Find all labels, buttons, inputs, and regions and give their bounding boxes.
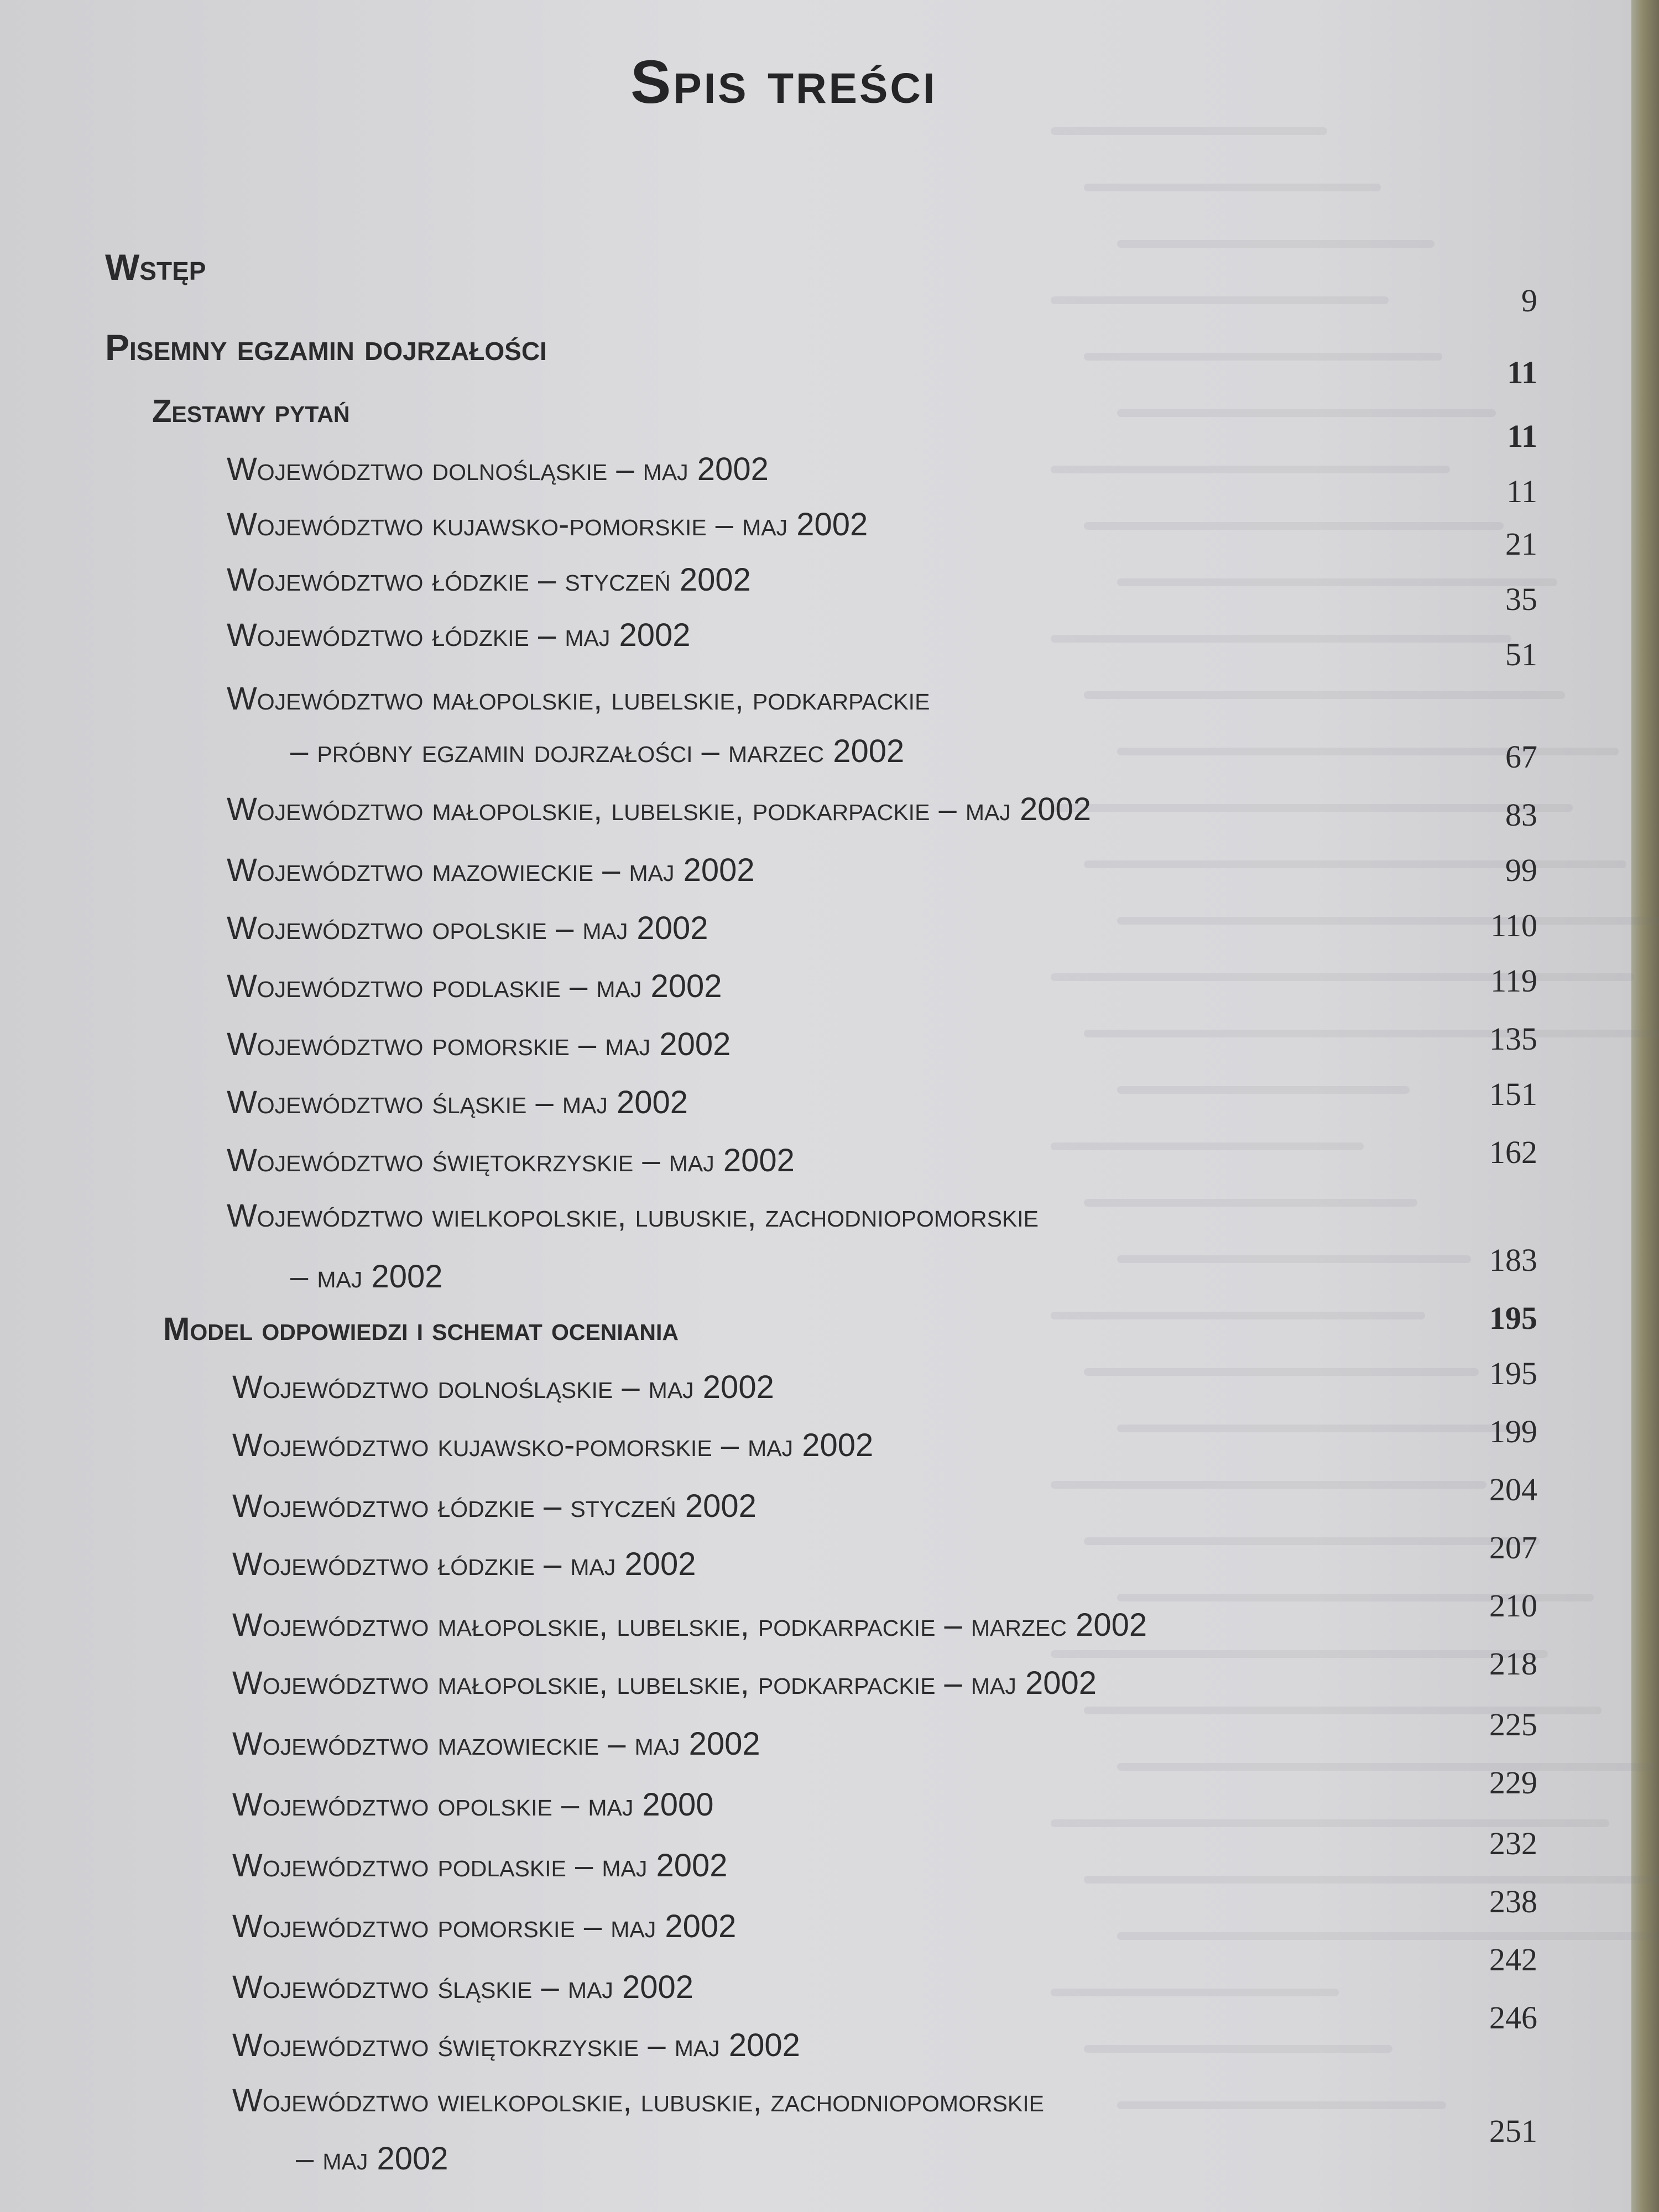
toc-page: 51 <box>1505 637 1537 672</box>
toc-entry: Województwo małopolskie, lubelskie, podkarpackie – marzec 2002 <box>232 1607 1147 1643</box>
toc-entry: Województwo wielkopolskie, lubuskie, zachodniopomorskie <box>232 2083 1044 2119</box>
toc-entry-zestawy: Zestawy pytań <box>152 393 350 429</box>
toc-page: 242 <box>1489 1942 1537 1978</box>
toc-page: 35 <box>1505 581 1537 617</box>
toc-page: 67 <box>1505 739 1537 775</box>
toc-page: 21 <box>1505 526 1537 562</box>
toc-entry: Województwo małopolskie, lubelskie, podkarpackie – maj 2002 <box>232 1665 1097 1701</box>
toc-page: 199 <box>1489 1413 1537 1449</box>
toc-entry: Województwo pomorskie – maj 2002 <box>232 1908 737 1944</box>
toc-entry: Województwo opolskie – maj 2002 <box>227 910 708 946</box>
toc-page: 225 <box>1489 1707 1537 1743</box>
toc-page: 183 <box>1489 1242 1537 1278</box>
toc-page: 251 <box>1489 2113 1537 2149</box>
toc-entry: Województwo łódzkie – styczeń 2002 <box>227 562 751 598</box>
toc-entry: Województwo wielkopolskie, lubuskie, zachodniopomorskie <box>227 1198 1039 1234</box>
toc-entry: Województwo małopolskie, lubelskie, podkarpackie <box>227 681 930 717</box>
toc-page: 135 <box>1489 1021 1537 1057</box>
page-title: Spis treści <box>630 48 937 116</box>
toc-entry: Województwo łódzkie – styczeń 2002 <box>232 1488 757 1524</box>
toc-entry: Województwo kujawsko-pomorskie – maj 2002 <box>227 507 868 542</box>
toc-entry: Województwo opolskie – maj 2000 <box>232 1787 714 1823</box>
toc-page-model: 195 <box>1489 1300 1537 1336</box>
toc-page: 151 <box>1489 1076 1537 1112</box>
toc-entry: Województwo świętokrzyskie – maj 2002 <box>227 1142 795 1178</box>
toc-entry-continuation: – maj 2002 <box>290 1259 443 1295</box>
toc-page: 204 <box>1489 1472 1537 1507</box>
toc-page: 229 <box>1489 1765 1537 1801</box>
toc-entry-pisemny: Pisemny egzamin dojrzałości <box>105 327 547 368</box>
toc-entry-wstep: Wstęp <box>105 247 206 288</box>
toc-page: 11 <box>1506 473 1537 509</box>
toc-entry: Województwo mazowieckie – maj 2002 <box>232 1726 760 1762</box>
toc-entry: Województwo mazowieckie – maj 2002 <box>227 852 755 888</box>
toc-entry: Województwo śląskie – maj 2002 <box>232 1969 694 2005</box>
toc-page: 110 <box>1490 907 1537 943</box>
toc-entry: Województwo podlaskie – maj 2002 <box>227 968 722 1004</box>
toc-page: 207 <box>1489 1530 1537 1566</box>
toc-entry-model: Model odpowiedzi i schemat oceniania <box>163 1311 679 1347</box>
toc-entry-continuation: – próbny egzamin dojrzałości – marzec 2002 <box>290 733 905 769</box>
toc-entry: Województwo świętokrzyskie – maj 2002 <box>232 2027 800 2063</box>
toc-page: 83 <box>1505 797 1537 833</box>
toc-entry: Województwo pomorskie – maj 2002 <box>227 1026 731 1062</box>
toc-entry: Województwo dolnośląskie – maj 2002 <box>227 451 769 487</box>
toc-page: 232 <box>1489 1825 1537 1861</box>
toc-page: 99 <box>1505 852 1537 888</box>
toc-page: 218 <box>1489 1646 1537 1682</box>
toc-page: 238 <box>1489 1884 1537 1919</box>
toc-page-zestawy: 11 <box>1507 418 1537 454</box>
toc-entry: Województwo dolnośląskie – maj 2002 <box>232 1369 774 1405</box>
toc-page-pisemny: 11 <box>1507 354 1537 390</box>
toc-entry: Województwo podlaskie – maj 2002 <box>232 1848 728 1884</box>
toc-page: 195 <box>1489 1355 1537 1391</box>
toc-page: 162 <box>1489 1134 1537 1170</box>
page-edge <box>1631 0 1659 2212</box>
toc-entry: Województwo kujawsko-pomorskie – maj 2002 <box>232 1427 874 1463</box>
toc-entry: Województwo małopolskie, lubelskie, podkarpackie – maj 2002 <box>227 791 1092 827</box>
toc-page: 210 <box>1489 1588 1537 1624</box>
toc-entry: Województwo łódzkie – maj 2002 <box>232 1546 696 1582</box>
toc-entry: Województwo śląskie – maj 2002 <box>227 1084 688 1120</box>
toc-entry: Województwo łódzkie – maj 2002 <box>227 617 691 653</box>
toc-page: 119 <box>1490 963 1537 999</box>
toc-page: 246 <box>1489 2000 1537 2036</box>
toc-page-wstep: 9 <box>1521 283 1537 319</box>
toc-entry-continuation: – maj 2002 <box>296 2141 448 2177</box>
